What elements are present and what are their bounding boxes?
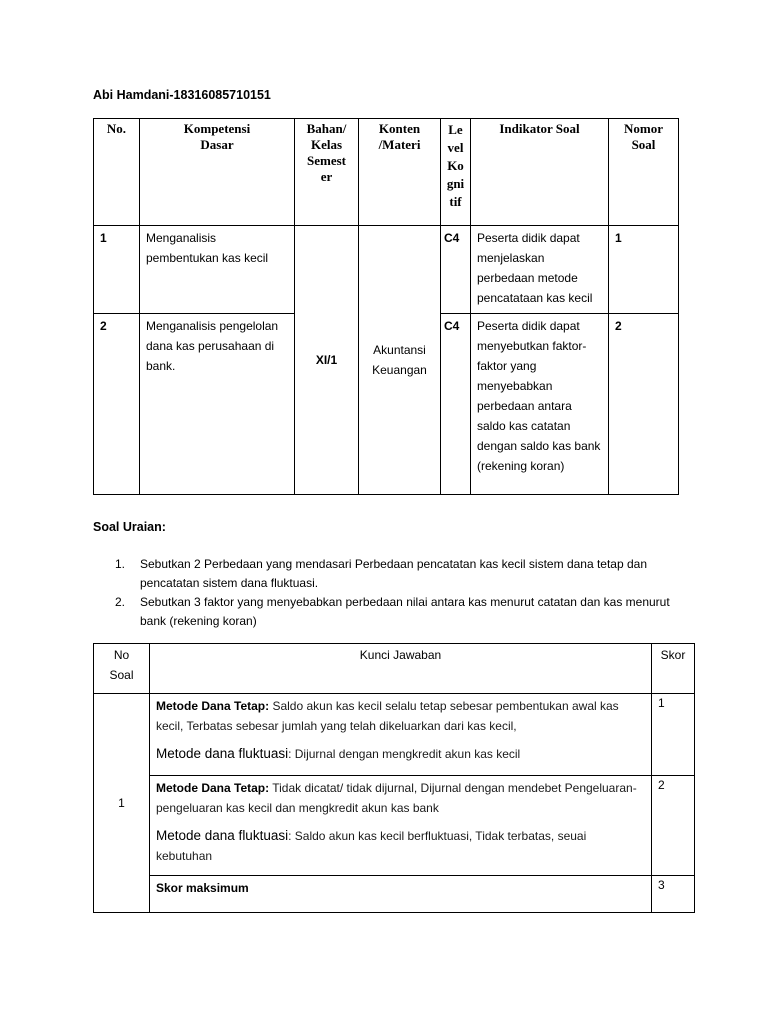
soal-uraian-title: Soal Uraian: bbox=[93, 520, 166, 534]
row-nomor: 1 bbox=[609, 226, 679, 314]
header-konten-materi: Konten /Materi bbox=[359, 119, 441, 226]
kisi-kisi-table bbox=[93, 118, 679, 495]
row-kompetensi: Menganalisis pembentukan kas kecil bbox=[140, 226, 295, 314]
table-row bbox=[94, 694, 695, 776]
table-row bbox=[94, 776, 695, 876]
row-no: 2 bbox=[94, 314, 140, 495]
header-no: No. bbox=[94, 119, 140, 226]
list-item bbox=[115, 555, 675, 593]
header-kompetensi-dasar: Kompetensi Dasar bbox=[140, 119, 295, 226]
answer-key-table bbox=[93, 643, 695, 913]
answer-text: Tidak dicatat/ tidak dijurnal, Dijurnal dengan mendebet Pengeluaran-pengeluaran kas kecil dan mengkredit akun kas bank bbox=[156, 781, 637, 815]
list-item bbox=[115, 593, 675, 631]
header-skor: Skor bbox=[652, 644, 695, 694]
answer-label: Metode dana fluktuasi bbox=[156, 746, 289, 761]
row-level: C4 bbox=[441, 314, 471, 495]
row-nomor: 2 bbox=[609, 314, 679, 495]
answer-text: Saldo akun kas kecil selalu tetap sebesar pembentukan awal kas kecil, Terbatas sebesar jumlah yang telah dikeluarkan dari kas kecil, bbox=[156, 699, 619, 733]
soal-number: 1 bbox=[94, 694, 150, 913]
row-kompetensi: Menganalisis pengelolan dana kas perusahaan di bank. bbox=[140, 314, 295, 495]
answer-label: Metode dana fluktuasi bbox=[156, 828, 289, 843]
bahan-kelas-value: XI/1 bbox=[295, 226, 359, 495]
question-text: Sebutkan 2 Perbedaan yang mendasari Perbedaan pencatatan kas kecil sistem dana tetap dan pencatatan sistem dana fluktuasi. bbox=[140, 557, 648, 590]
question-text: Sebutkan 3 faktor yang menyebabkan perbedaan nilai antara kas menurut catatan dan kas menurut bank (rekening koran) bbox=[140, 595, 670, 628]
answer-block bbox=[150, 694, 652, 776]
answer-block bbox=[150, 776, 652, 876]
answer-text: : Saldo akun kas kecil berfluktuasi, Tidak terbatas, seuai kebutuhan bbox=[156, 829, 587, 863]
header-level-kognitif: Le vel Ko gni tif bbox=[441, 119, 471, 226]
answer-label: Metode Dana Tetap: bbox=[156, 781, 270, 795]
row-indikator: Peserta didik dapat menyebutkan faktor-faktor yang menyebabkan perbedaan antara saldo kas catatan dengan saldo kas bank (rekening koran) bbox=[471, 314, 609, 495]
question-number: 2. bbox=[115, 595, 126, 609]
question-list bbox=[115, 555, 675, 631]
row-level: C4 bbox=[441, 226, 471, 314]
author-name: Abi Hamdani-18316085710151 bbox=[93, 88, 271, 102]
skor-value: 2 bbox=[652, 776, 695, 876]
skor-value: 1 bbox=[652, 694, 695, 776]
table-row bbox=[94, 876, 695, 913]
table-row bbox=[94, 226, 679, 314]
row-indikator: Peserta didik dapat menjelaskan perbedaan metode pencatataan kas kecil bbox=[471, 226, 609, 314]
header-indikator-soal: Indikator Soal bbox=[471, 119, 609, 226]
table-header-row bbox=[94, 119, 679, 226]
header-nomor-soal: Nomor Soal bbox=[609, 119, 679, 226]
skor-maksimum-label: Skor maksimum bbox=[150, 876, 652, 913]
row-no: 1 bbox=[94, 226, 140, 314]
header-bahan-kelas: Bahan/ Kelas Semest er bbox=[295, 119, 359, 226]
answer-label: Metode Dana Tetap: bbox=[156, 699, 270, 713]
answer-text: : Dijurnal dengan mengkredit akun kas kecil bbox=[288, 747, 521, 761]
header-kunci-jawaban: Kunci Jawaban bbox=[150, 644, 652, 694]
konten-materi-value: Akuntansi Keuangan bbox=[359, 226, 441, 495]
header-no-soal: No Soal bbox=[94, 644, 150, 694]
question-number: 1. bbox=[115, 557, 126, 571]
table-header-row bbox=[94, 644, 695, 694]
skor-maksimum-value: 3 bbox=[652, 876, 695, 913]
